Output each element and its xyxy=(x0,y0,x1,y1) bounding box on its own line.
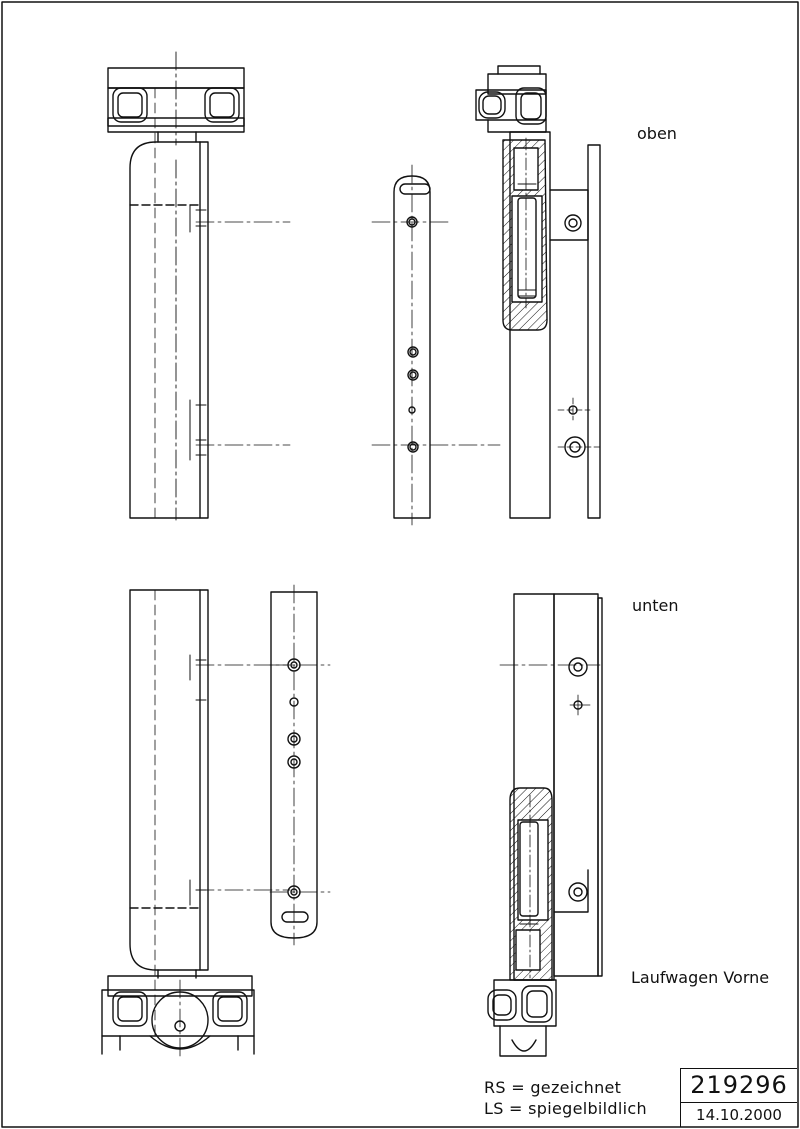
sheet-border xyxy=(2,2,798,1127)
bottom-view-label: unten xyxy=(632,596,679,615)
top-middle-strip-view xyxy=(372,165,500,525)
drawing-number: 219296 xyxy=(690,1071,788,1099)
legend-ls: LS = spiegelbildlich xyxy=(484,1099,647,1118)
drawing-date: 14.10.2000 xyxy=(696,1106,782,1124)
top-view-label: oben xyxy=(637,124,677,143)
bottom-left-side-view xyxy=(102,590,290,1060)
title-block xyxy=(680,1068,797,1127)
top-left-side-view xyxy=(108,52,290,520)
top-right-section-view xyxy=(476,66,600,518)
title-block-divider xyxy=(681,1102,797,1103)
bottom-right-section-view xyxy=(488,594,602,1056)
legend-rs: RS = gezeichnet xyxy=(484,1078,622,1097)
assembly-name-label: Laufwagen Vorne xyxy=(631,968,770,987)
bottom-middle-strip-view xyxy=(270,585,330,945)
